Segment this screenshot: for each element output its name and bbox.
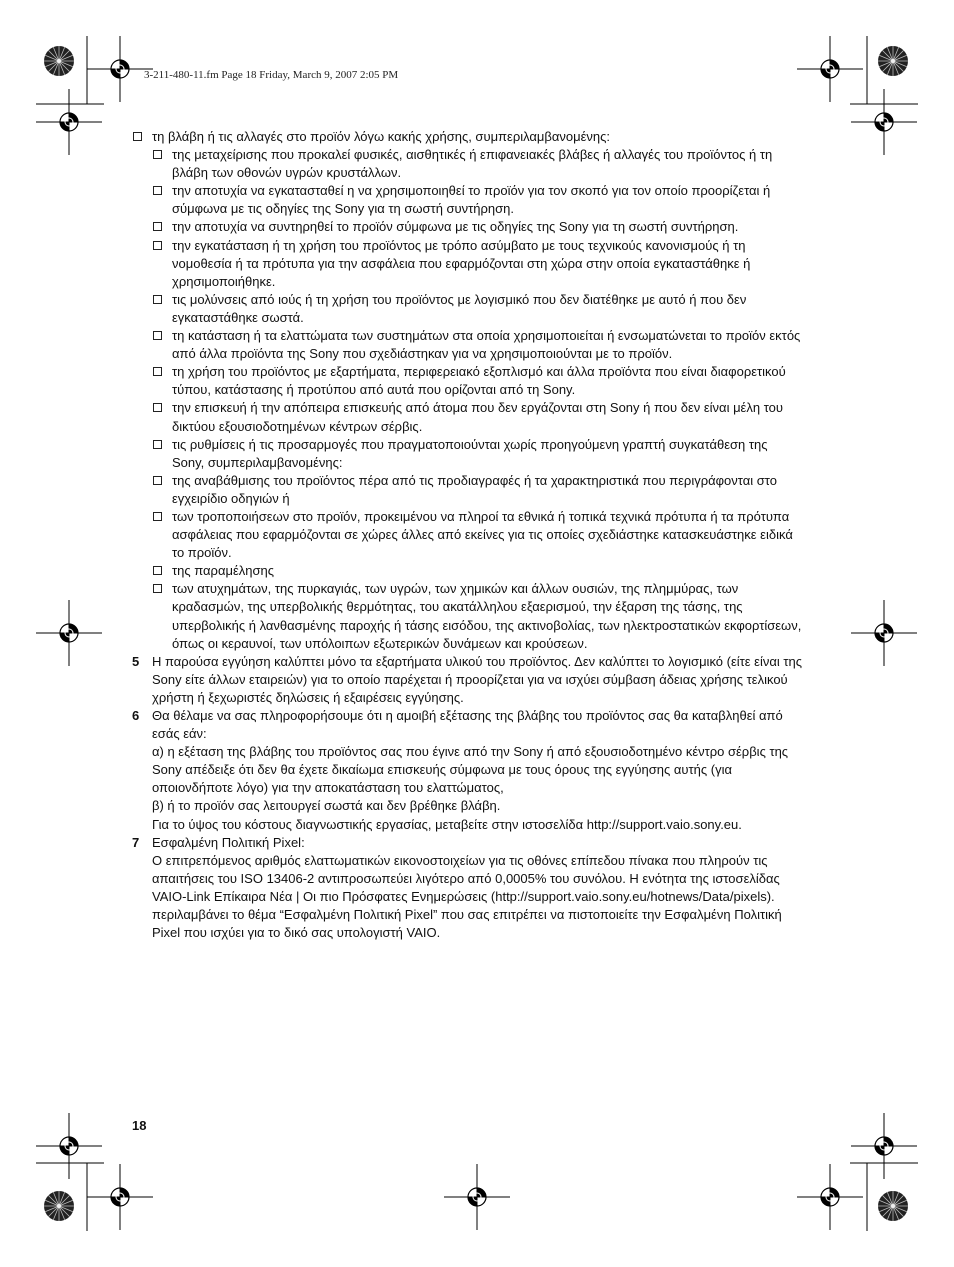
checkbox-bullet-icon — [153, 331, 162, 340]
sub-item-text: την αποτυχία να συντηρηθεί το προϊόν σύμφωνα με τις οδηγίες της Sony για τη σωστή συντήρηση. — [172, 219, 739, 235]
sub-item-text: τη χρήση του προϊόντος με εξαρτήματα, περιφερειακό εξοπλισμό και άλλα προϊόντα που είναι διαφορετικού τύπου, κατάστασης ή προτύπου από αυτά που ορίζονται από τη Sony. — [172, 364, 786, 398]
checkbox-bullet-icon — [133, 132, 142, 141]
numbered-item-5 — [132, 653, 802, 707]
sub-list-item — [152, 327, 802, 363]
sub-item-text: την εγκατάσταση ή τη χρήση του προϊόντος με τρόπο ασύμβατο με τους τεχνικούς κανονισμούς ή τη νομοθεσία ή τα πρότυπα για την ασφάλεια που εφαρμόζονται στη χώρα στην οποία εγκαταστάθηκε ή χρησιμοποιήθηκε. — [172, 237, 751, 289]
sub-list — [132, 146, 802, 653]
sub-list-item — [152, 291, 802, 327]
checkbox-bullet-icon — [153, 150, 162, 159]
item-number: 6 — [132, 708, 140, 723]
paragraph: Θα θέλαμε να σας πληροφορήσουμε ότι η αμοιβή εξέτασης της βλάβης του προϊόντος σας θα καταβληθεί από εσάς εάν: — [152, 708, 783, 742]
checkbox-bullet-icon — [153, 403, 162, 412]
checkbox-bullet-icon — [153, 241, 162, 250]
checkbox-bullet-icon — [153, 295, 162, 304]
sub-list-item — [152, 363, 802, 399]
page-number: 18 — [132, 1118, 147, 1133]
sub-item-text: των ατυχημάτων, της πυρκαγιάς, των υγρών, των χημικών και άλλων ουσιών, της πλημμύρας, των κραδασμών, της υπερβολικής θερμότητας, του ακατάλληλου εξαερισμού, την έξαρση της τάσης, της υπερβολικής ή λανθασμένης παροχής ή τάσης εισόδου, της ακτινοβολίας, των ηλεκτροστατικών εκφορτίσεων, όπως οι κεραυνοί, των υπόλοιπων εξωτερικών δυνάμεων και κρούσεων. — [172, 581, 802, 651]
sub-item-text: των τροποποιήσεων στο προϊόν, προκειμένου να πληροί τα εθνικά ή τοπικά τεχνικά πρότυπα ή τα πρότυπα ασφάλειας που εφαρμόζονται σε χώρες άλλες από εκείνες για τις οποίες σχεδιάστηκε κατασκευάστηκε ειδικά το προϊόν. — [172, 508, 793, 561]
sub-list-item — [152, 399, 802, 435]
sub-list-item — [152, 436, 802, 472]
sub-item-text: τις μολύνσεις από ιούς ή τη χρήση του προϊόντος με λογισμικό που δεν διατέθηκε με αυτό ή που δεν εγκαταστάθηκε σωστά. — [172, 291, 747, 325]
paragraph: Ο επιτρεπόμενος αριθμός ελαττωματικών εικονοστοιχείων για τις οθόνες επίπεδου πίνακα που πληρούν τις απαιτήσεις του ISO 13406-2 αντιπροσωπεύει λιγότερο από 0,0005% του συνόλου. Η ενότητα της ιστοσελίδας VAIO-Link Επίκαιρα Νέα | Οι πιο Πρόσφατες Ενημερώσεις (http://support.vaio.sony.eu/hotnews/Data/pixels). περιλαμβάνει το θέμα “Εσφαλμένη Πολιτική Pixel” που σας επιτρέπει να πιστοποιείτε την Εσφαλμένη Πολιτική Pixel που ισχύει για το δικό σας υπολογιστή VAIO. — [152, 852, 782, 941]
paragraph: Για το ύψος του κόστους διαγνωστικής εργασίας, μεταβείτε στην ιστοσελίδα http://support.vaio.sony.eu. — [152, 816, 742, 832]
sub-item-text: τη κατάσταση ή τα ελαττώματα των συστημάτων στα οποία χρησιμοποιείται ή ενσωματώνεται το προϊόν εκτός από άλλα προϊόντα της Sony που σχεδιάστηκαν για να χρησιμοποιούνται με το προϊόν. — [172, 328, 801, 362]
sub-list-item — [152, 508, 802, 562]
checkbox-bullet-icon — [153, 440, 162, 449]
numbered-item-6 — [132, 707, 802, 834]
numbered-item-7 — [132, 834, 802, 943]
sub-item-text: της παραμέλησης — [172, 563, 274, 579]
sub-item-text: της αναβάθμισης του προϊόντος πέρα από τις προδιαγραφές ή τα χαρακτηριστικά που περιγράφονται στο εγχειρίδιο οδηγιών ή — [172, 472, 777, 506]
checkbox-bullet-icon — [153, 476, 162, 485]
checkbox-bullet-icon — [153, 566, 162, 575]
paragraph: Εσφαλμένη Πολιτική Pixel: — [152, 834, 305, 850]
paragraph: Η παρούσα εγγύηση καλύπτει μόνο τα εξαρτήματα υλικού του προϊόντος. Δεν καλύπτει το λογισμικό (είτε είναι της Sony είτε άλλων εταιρειών) για το οποίο παρέχεται ή προορίζεται για να ισχύει σύμβαση άδειας χρήσης τελικού χρήστη ή ξεχωριστές δηλώσεις ή εξαιρέσεις εγγύησης. — [152, 653, 803, 705]
sub-list-item — [152, 237, 802, 291]
checkbox-bullet-icon — [153, 584, 162, 593]
page-content — [132, 128, 802, 942]
file-info-header: 3-211-480-11.fm Page 18 Friday, March 9, 2007 2:05 PM — [144, 69, 399, 81]
item-number: 7 — [132, 834, 140, 850]
sub-list-item — [152, 580, 802, 652]
sub-item-text: την αποτυχία να εγκατασταθεί η να χρησιμοποιηθεί το προϊόν για τον σκοπό για τον οποίο προορίζεται ή σύμφωνα με τις οδηγίες της Sony για τη σωστή συντήρηση. — [172, 183, 771, 217]
sub-list-item — [152, 146, 802, 182]
sub-list-item — [152, 562, 802, 580]
list-item-text: τη βλάβη ή τις αλλαγές στο προϊόν λόγω κακής χρήσης, συμπεριλαμβανομένης: — [152, 129, 611, 144]
sub-item-text: της μεταχείρισης που προκαλεί φυσικές, αισθητικές ή επιφανειακές βλάβες ή αλλαγές του προϊόντος ή τη βλάβη των οθονών υγρών κρυστάλλων. — [172, 147, 773, 181]
paragraph: α) η εξέταση της βλάβης του προϊόντος σας που έγινε από την Sony ή από εξουσιοδοτημένο κέντρο σέρβις της Sony απέδειξε ότι δεν θα έχετε δικαίωμα επισκευής σύμφωνα με τους όρους της εγγύησης αυτής (για οποιονδήποτε λόγο) για την αποκατάσταση του ελαττώματος, — [152, 744, 789, 796]
sub-list-item — [152, 472, 802, 508]
checkbox-bullet-icon — [153, 186, 162, 195]
sub-list-item — [152, 182, 802, 218]
checkbox-bullet-icon — [153, 512, 162, 521]
list-item-main — [132, 128, 802, 146]
item-number: 5 — [132, 653, 140, 669]
checkbox-bullet-icon — [153, 222, 162, 231]
checkbox-bullet-icon — [153, 367, 162, 376]
paragraph: β) ή το προϊόν σας λειτουργεί σωστά και δεν βρέθηκε βλάβη. — [152, 798, 501, 814]
sub-item-text: τις ρυθμίσεις ή τις προσαρμογές που πραγματοποιούνται χωρίς προηγούμενη γραπτή συγκατάθεση της Sony, συμπεριλαμβανομένης: — [172, 436, 768, 470]
sub-list-item — [152, 218, 802, 236]
sub-item-text: την επισκευή ή την απόπειρα επισκευής από άτομα που δεν εργάζονται στη Sony ή που δεν είναι μέλη του δικτύου εξουσιοδοτημένων κέντρων σέρβις. — [172, 400, 783, 434]
